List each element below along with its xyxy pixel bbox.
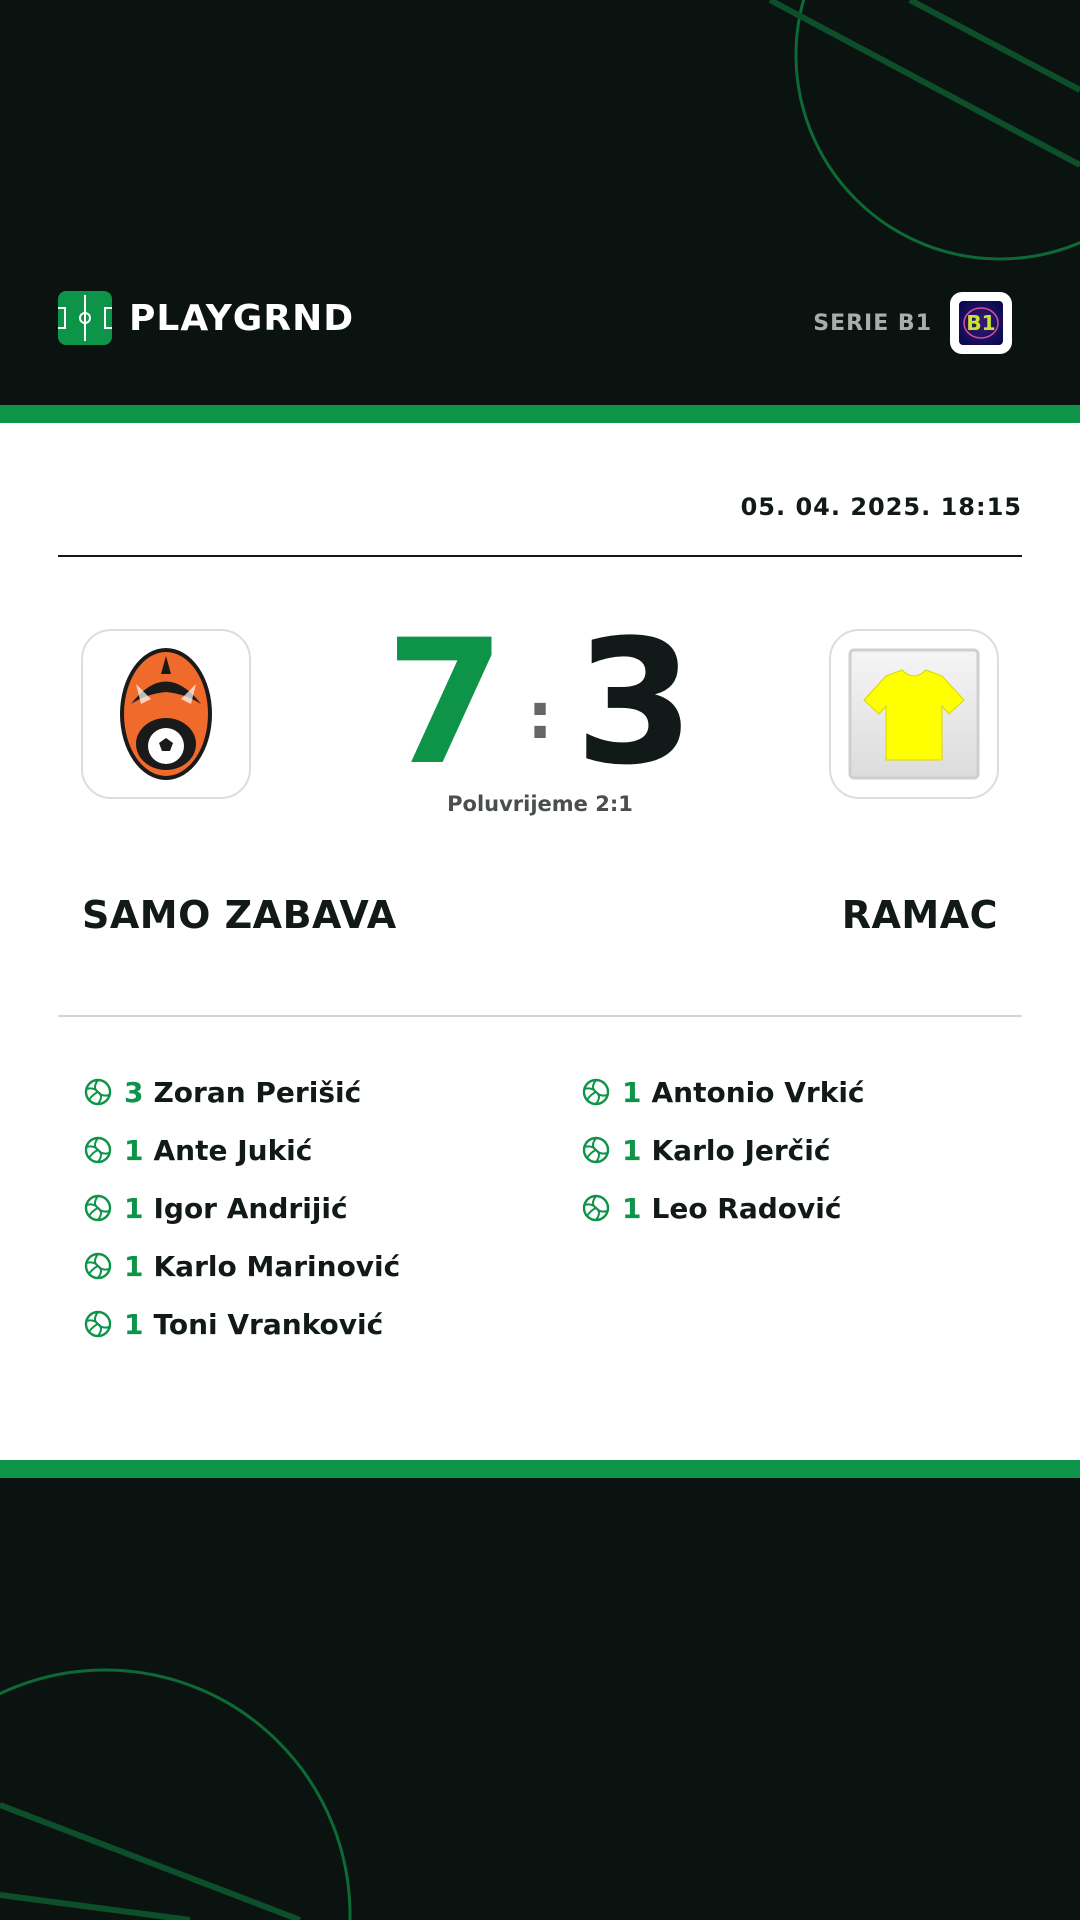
scorer-name: Ante Jukić [153,1133,313,1167]
away-scorers-list [582,1063,865,1237]
pitch-lines-decoration [0,1478,1080,1920]
scorer-name: Zoran Perišić [153,1075,362,1109]
scorer-name: Karlo Marinović [153,1249,401,1283]
football-icon [84,1310,112,1338]
scorer-item [582,1063,865,1121]
league-badge-text: B1 [966,311,996,335]
scorer-item [84,1179,400,1237]
accent-stripe-top [0,405,1080,423]
score-separator: : [527,680,553,754]
scorer-name: Igor Andrijić [153,1191,348,1225]
away-team-name: RAMAC [841,893,998,937]
scorer-item [582,1179,865,1237]
football-icon [84,1078,112,1106]
home-team-name: SAMO ZABAVA [82,893,397,937]
away-score: 3 [574,602,695,803]
goal-count: 1 [124,1133,144,1167]
match-datetime: 05. 04. 2025. 18:15 [740,493,1022,521]
league-info[interactable] [813,292,1012,354]
pitch-icon [58,291,112,345]
league-badge [950,292,1012,354]
goal-count: 1 [622,1075,642,1109]
home-scorers-list [84,1063,400,1353]
goal-count: 1 [124,1307,144,1341]
football-icon [84,1252,112,1280]
scorer-name: Karlo Jerčić [651,1133,831,1167]
score [300,603,780,803]
goal-count: 3 [124,1075,144,1109]
brand-name: PLAYGRND [129,297,355,339]
football-icon [582,1136,610,1164]
scorer-item [582,1121,865,1179]
scorer-item [84,1121,400,1179]
team-crest-icon [111,644,221,784]
match-card [0,423,1080,1460]
football-icon [582,1078,610,1106]
league-name: SERIE B1 [813,310,932,336]
divider [58,1015,1022,1017]
header [0,0,1080,405]
scorer-name: Toni Vranković [153,1307,384,1341]
brand-logo[interactable] [58,291,354,345]
away-team-crest[interactable] [829,629,999,799]
footer [0,1478,1080,1920]
scorer-item [84,1237,400,1295]
divider [58,555,1022,557]
scorer-name: Leo Radović [651,1191,842,1225]
scorer-name: Antonio Vrkić [651,1075,865,1109]
halftime-score: Poluvrijeme 2:1 [447,792,633,816]
scorer-item [84,1063,400,1121]
football-icon [582,1194,610,1222]
goal-count: 1 [124,1191,144,1225]
goal-count: 1 [622,1191,642,1225]
home-team-crest[interactable] [81,629,251,799]
goal-count: 1 [124,1249,144,1283]
shirt-icon [848,648,980,780]
goal-count: 1 [622,1133,642,1167]
scorer-item [84,1295,400,1353]
home-score: 7 [385,602,506,803]
football-icon [84,1136,112,1164]
accent-stripe-bottom [0,1460,1080,1478]
football-icon [84,1194,112,1222]
